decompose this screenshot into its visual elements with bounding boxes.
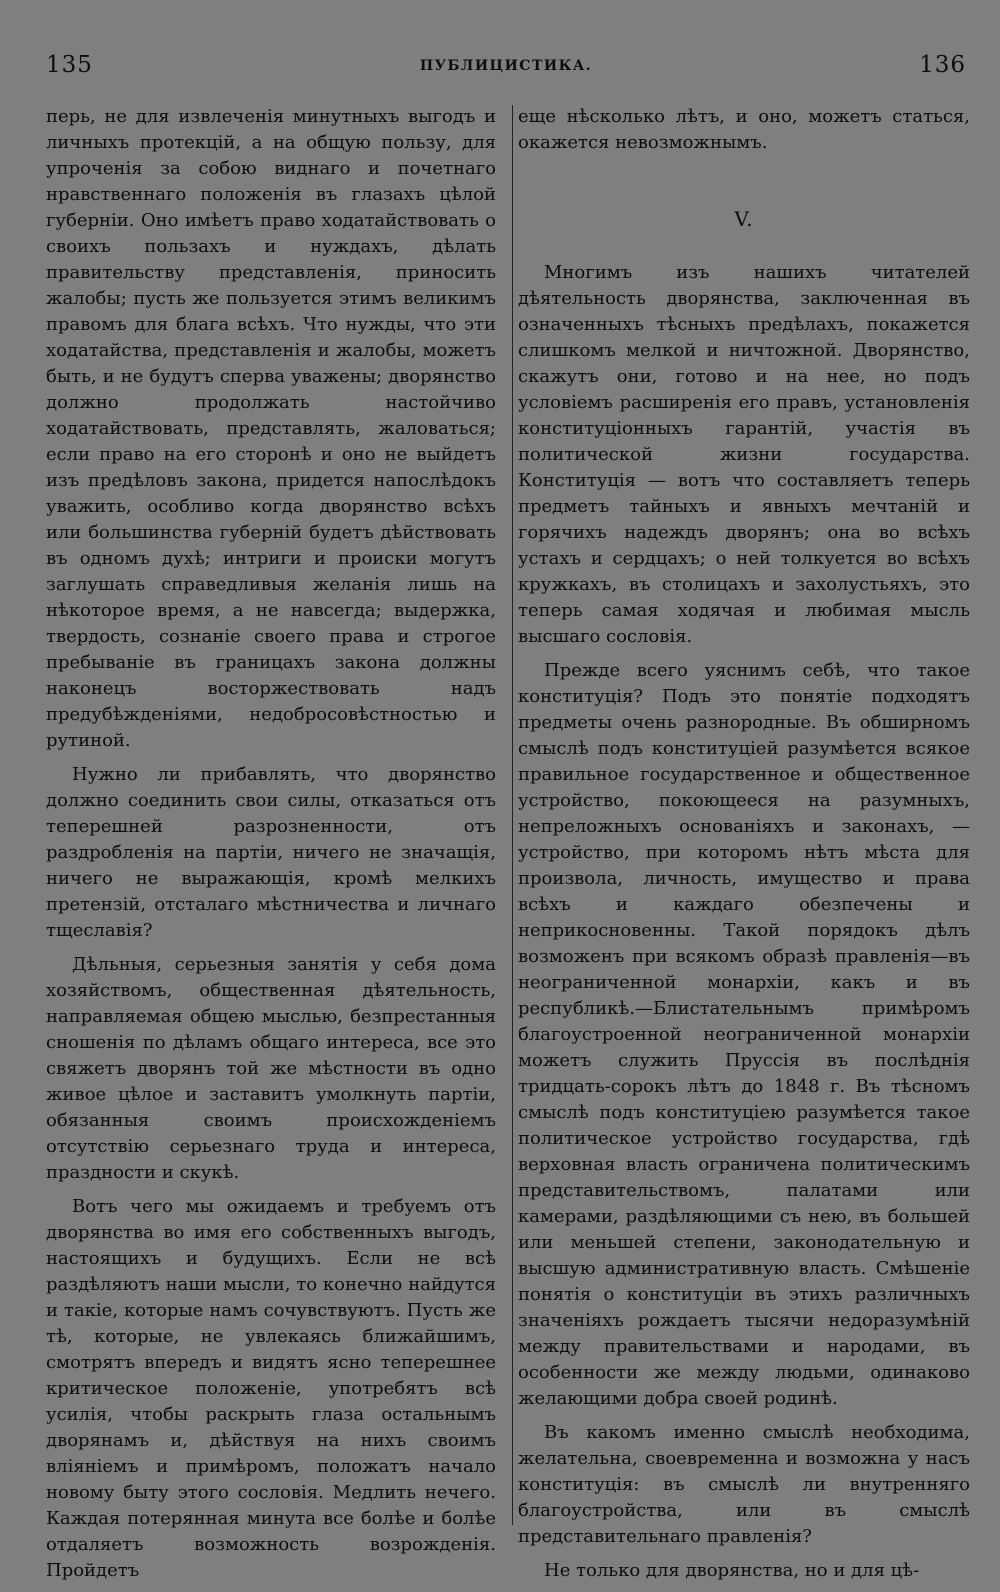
page-header	[46, 52, 966, 88]
left-page-number: 135	[46, 52, 93, 78]
paragraph: Прежде всего уяснимъ себѣ, что такое конституція? Подъ это понятіе подходятъ предметы очень разнородные. Въ обширномъ смыслѣ подъ конституціей разумѣется всякое правильное государственное и общественное устройство, покоющееся на разумныхъ, непреложныхъ основаніяхъ и законахъ, — устройство, при которомъ нѣтъ мѣста для произвола, личность, имущество и права всѣхъ и каждаго обезпечены и неприкосновенны. Такой порядокъ дѣлъ возможенъ при всякомъ образѣ правленія—въ неограниченной монархіи, какъ и въ республикѣ.—Блистательнымъ примѣромъ благоустроенной неограниченной монархіи можетъ служить Пруссія въ послѣднія тридцать-сорокъ лѣтъ до 1848 г. Въ тѣсномъ смыслѣ подъ конституціею разумѣется такое политическое устройство государства, гдѣ верховная власть ограничена политическимъ представительствомъ, палатами или камерами, раздѣляющими съ нею, въ большей или меньшей степени, законодательную и высшую административную власть. Смѣшеніе понятія о конституціи въ этихъ различныхъ значеніяхъ рождаетъ тысячи недоразумѣній между правительствами и народами, въ особенности же между людьми, одинаково желающими добра своей родинѣ.	[518, 660, 970, 1409]
paragraph: Многимъ изъ нашихъ читателей дѣятельность дворянства, заключенная въ означенныхъ тѣсныхъ предѣлахъ, покажется слишкомъ мелкой и ничтожной. Дворянство, скажутъ они, готово и на нее, но подъ условіемъ расширенія его правъ, установленія конституціонныхъ гарантій, участія въ политической жизни государства. Конституція — вотъ что составляетъ теперь предметъ тайныхъ и явныхъ мечтаній и горячихъ надеждъ дворянъ; она во всѣхъ устахъ и сердцахъ; о ней толкуется во всѣхъ кружкахъ, въ столицахъ и захолустьяхъ, это теперь самая ходячая и любимая мысль высшаго сословія.	[518, 262, 970, 647]
right-page-number: 136	[919, 52, 966, 78]
paragraph: Нужно ли прибавлять, что дворянство должно соединить свои силы, отказаться отъ теперешней разрозненности, отъ раздробленія на партіи, ничего не значащія, ничего не выражающія, кромѣ мелкихъ претензій, отсталаго мѣстничества и личнаго тщеславія?	[46, 764, 496, 941]
column-divider	[512, 105, 513, 1525]
paragraph: Въ какомъ именно смыслѣ необходима, желательна, своевременна и возможна у насъ конституція: въ смыслѣ ли внутренняго благоустройства, или въ смыслѣ представительнаго правленія?	[518, 1422, 970, 1547]
right-column	[518, 104, 970, 1592]
section-heading: V.	[734, 207, 754, 231]
left-column	[46, 104, 496, 1592]
paragraph: Не только для дворянства, но и для цѣ-	[544, 1560, 920, 1581]
paragraph: Вотъ чего мы ожидаемъ и требуемъ отъ дворянства во имя его собственныхъ выгодъ, настоящихъ и будущихъ. Если не всѣ раздѣляютъ наши мысли, то конечно найдутся и такіе, которые намъ сочувствуютъ. Пусть же тѣ, которые, не увлекаясь ближайшимъ, смотрятъ впередъ и видятъ ясно теперешнее критическое положеніе, употребятъ всѣ усилія, чтобы раскрыть глаза остальнымъ дворянамъ и, дѣйствуя на нихъ своимъ вліяніемъ и примѣромъ, положатъ начало новому быту этого сословія. Медлить нечего. Каждая потерянная минута все болѣе и болѣе отдаляетъ возможность возрожденія. Пройдетъ	[46, 1196, 496, 1581]
continuation-paragraph: еще нѣсколько лѣтъ, и оно, можетъ статься, окажется невозможнымъ.	[518, 106, 970, 153]
paragraph: перь, не для извлеченія минутныхъ выгодъ и личныхъ протекцій, а на общую пользу, для упроченія за собою виднаго и почетнаго нравственнаго положенія въ глазахъ цѣлой губерніи. Оно имѣетъ право ходатайствовать о своихъ пользахъ и нуждахъ, дѣлать правительству представленія, приносить жалобы; пусть же пользуется этимъ великимъ правомъ для блага всѣхъ. Что нужды, что эти ходатайства, представленія и жалобы, можетъ быть, и не будутъ сперва уважены; дворянство должно продолжать настойчиво ходатайствовать, представлять, жаловаться; если право на его сторонѣ и оно не выйдетъ изъ предѣловъ закона, придется напослѣдокъ уважить, особливо когда дворянство всѣхъ или большинства губерній будетъ дѣйствовать въ одномъ духѣ; интриги и происки могутъ заглушать справедливыя желанія лишь на нѣкоторое время, а не навсегда; выдержка, твердость, сознаніе своего права и строгое пребываніе въ границахъ закона должны наконецъ восторжествовать надъ предубѣжденіями, недобросовѣстностью и рутиной.	[46, 106, 496, 751]
paragraph: Дѣльныя, серьезныя занятія у себя дома хозяйствомъ, общественная дѣятельность, направляемая общею мыслью, безпрестанныя сношенія по дѣламъ общаго интереса, все это свяжетъ дворянъ той же мѣстности въ одно живое цѣлое и заставитъ умолкнуть партіи, обязанныя своимъ происхожденіемъ отсутствію серьезнаго труда и интереса, праздности и скукѣ.	[46, 954, 496, 1183]
running-title: ПУБЛИЦИСТИКА.	[419, 58, 593, 74]
